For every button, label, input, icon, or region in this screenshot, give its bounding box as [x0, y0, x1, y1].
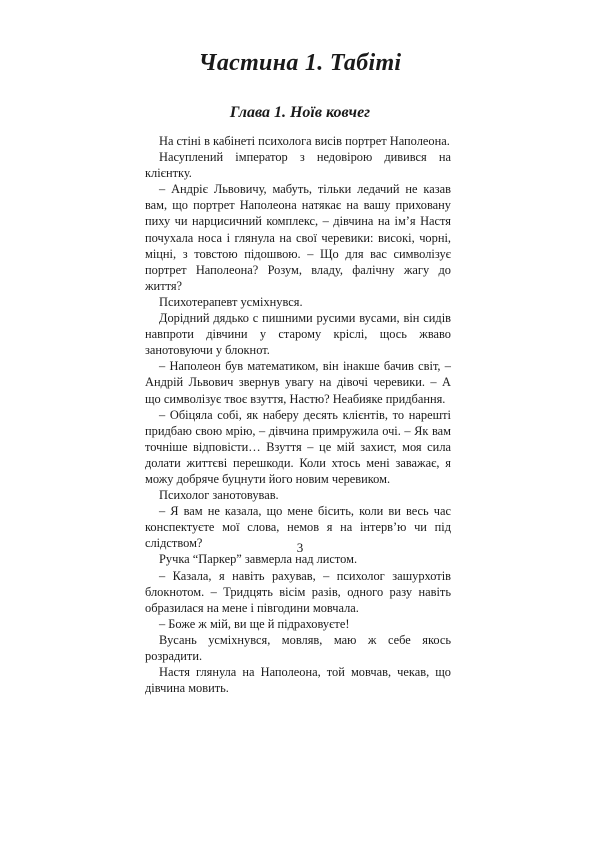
- paragraph: – Я вам не казала, що мене бісить, коли ви весь час конспектуєте мої слова, немов я на інтерв’ю чи під слідством?: [145, 504, 451, 551]
- paragraph: Настя глянула на Наполеона, той мовчав, чекав, що дівчина мовить.: [145, 665, 451, 696]
- paragraph: Дорідний дядько с пишними русими вусами, він сидів навпроти дівчини у старому кріслі, щось жваво занотовуючи у блокнот.: [145, 311, 451, 358]
- chapter-text: [145, 133, 451, 696]
- paragraph: – Андріє Львовичу, мабуть, тільки ледачий не казав вам, що портрет Наполеона натякає на вашу приховану пиху чи нарцисичний комплекс, – дівчина на ім’я Настя почухала носа і глянула на свої черевики: високі, чорні, міцні, з товстою підошвою. – Що для вас символізує портрет Наполеона? Розум, владу, фалічну жагу до життя?: [145, 182, 451, 293]
- chapter-title: Глава 1. Ноїв ковчег: [229, 104, 371, 121]
- paragraph: – Обіцяла собі, як наберу десять клієнтів, то нарешті придбаю свою мрію, – дівчина примружила очі. – Як вам точніше відповісти… Взуття – це мій захист, моя сила долати життєві перешкоди. Коли хтось мені заважає, я можу добряче буцнути його новим черевиком.: [145, 407, 451, 486]
- paragraph: – Боже ж мій, ви ще й підраховуєте!: [159, 616, 350, 631]
- paragraph: – Казала, я навіть рахував, – психолог зашурхотів блокнотом. – Тридцять вісім разів, одного разу навіть образилася на мене і півгодини мовчала.: [145, 568, 451, 615]
- paragraph: Насуплений імператор з недовірою дивився на клієнтку.: [145, 150, 451, 181]
- page-number: 3: [296, 540, 304, 555]
- paragraph: Психотерапевт усміхнувся.: [159, 294, 303, 309]
- part-title: Частина 1. Табіті: [198, 50, 402, 76]
- paragraph: Психолог занотовував.: [159, 488, 279, 503]
- paragraph: Ручка “Паркер” завмерла над листом.: [159, 552, 358, 567]
- paragraph: Вусань усміхнувся, мовляв, маю ж себе якось розрадити.: [145, 632, 451, 663]
- paragraph: – Наполеон був математиком, він інакше бачив світ, – Андрій Львович звернув увагу на дівочі черевики. – А що символізує твоє взуття, Настю? Неабияке придбання.: [145, 359, 451, 406]
- paragraph: На стіні в кабінеті психолога висів портрет Наполеона.: [159, 134, 450, 148]
